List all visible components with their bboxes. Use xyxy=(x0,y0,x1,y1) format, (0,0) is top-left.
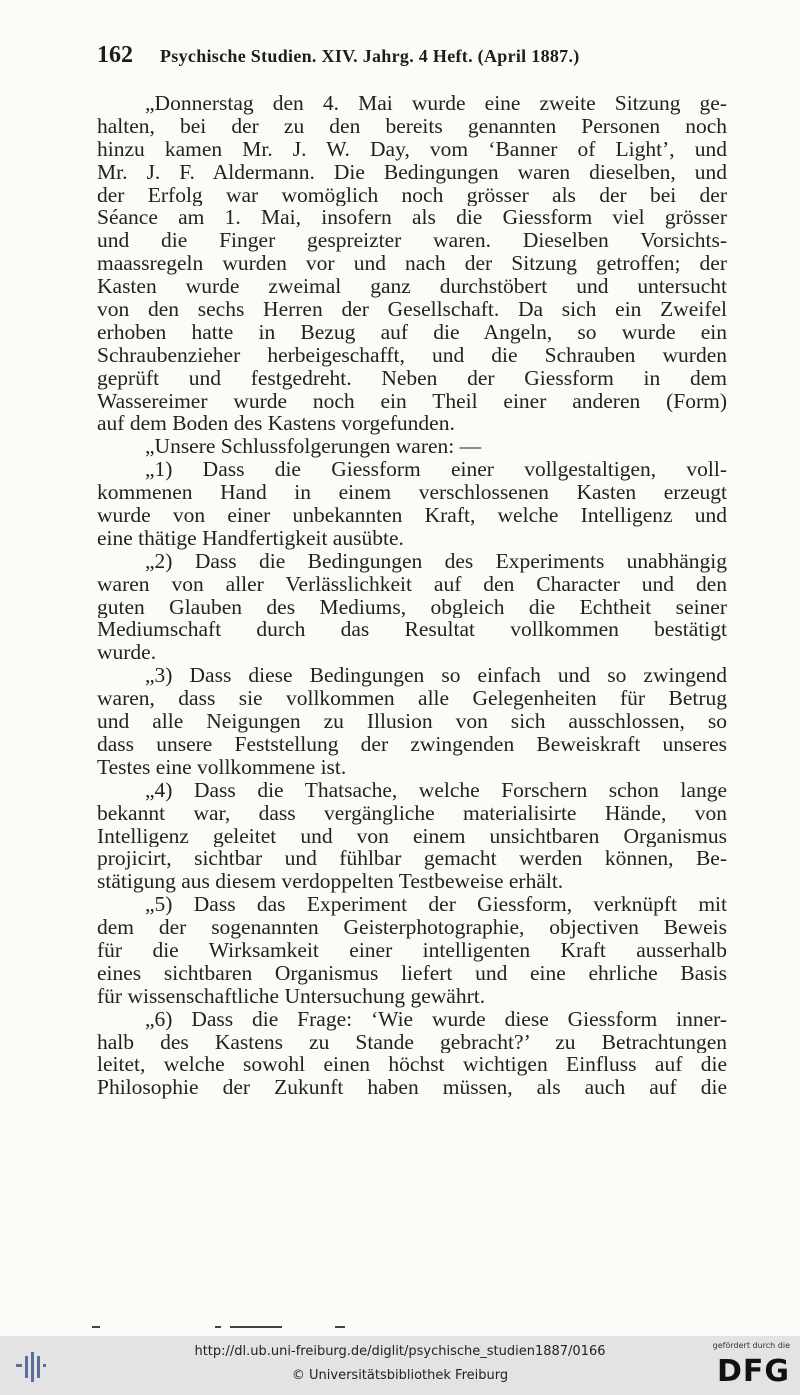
dfg-logo: DFG xyxy=(716,1354,790,1389)
running-title: Psychische Studien. XIV. Jahrg. 4 Heft. (April 1887.) xyxy=(160,46,580,66)
scan-mark xyxy=(230,1326,282,1328)
text-line: auf dem Boden des Kastens vorgefunden. xyxy=(97,412,455,436)
text-line: Testes eine vollkommene ist. xyxy=(97,755,347,779)
permalink-url[interactable]: http://dl.ub.uni-freiburg.de/diglit/psychische_studien1887/0166 xyxy=(194,1344,606,1359)
text-line: Séance am 1. Mai, insofern als die Giessform viel grösser xyxy=(97,206,727,230)
text-line: Mr. J. F. Aldermann. Die Bedingungen waren dieselben, und xyxy=(97,160,727,184)
text-line: Philosophie der Zukunft haben müssen, als auch auf die xyxy=(97,1076,727,1100)
text-line: eines sichtbaren Organismus liefert und eine ehrliche Basis xyxy=(97,961,727,985)
text-line: „5) Dass das Experiment der Giessform, verknüpft mit xyxy=(145,893,727,917)
scan-mark xyxy=(335,1326,345,1328)
text-line: und alle Neigungen zu Illusion von sich ausschlossen, so xyxy=(97,710,727,733)
text-line: Kasten wurde zweimal ganz durchstöbert und untersucht xyxy=(97,275,727,299)
text-line: Wassereimer wurde noch ein Theil einer anderen (Form) xyxy=(97,389,727,413)
text-line: „Unsere Schlussfolgerungen waren: — xyxy=(145,435,482,459)
text-line: Schraubenzieher herbeigeschafft, und die Schrauben wurden xyxy=(97,343,727,367)
text-line: der Erfolg war womöglich noch grösser als der bei der xyxy=(97,183,727,207)
text-line: „2) Dass die Bedingungen des Experiments unabhängig xyxy=(145,549,727,573)
text-line: halb des Kastens zu Stande gebracht?’ zu Betrachtungen xyxy=(97,1030,727,1054)
text-line: halten, bei der zu den bereits genannten Personen noch xyxy=(97,114,727,138)
text-line: „3) Dass diese Bedingungen so einfach und so zwingend xyxy=(145,664,727,688)
scan-mark xyxy=(92,1326,100,1328)
text-line: von den sechs Herren der Gesellschaft. Da sich ein Zweifel xyxy=(97,298,727,321)
viewer-footer xyxy=(0,1336,800,1395)
text-line: hinzu kamen Mr. J. W. Day, vom ‘Banner of Light’, und xyxy=(97,137,727,161)
text-line: Intelligenz geleitet und von einem unsichtbaren Organismus xyxy=(97,824,727,848)
scan-mark xyxy=(215,1326,221,1328)
text-line: für wissenschaftliche Untersuchung gewährt. xyxy=(97,984,486,1008)
text-line: kommenen Hand in einem verschlossenen Kasten erzeugt xyxy=(97,481,727,505)
text-line: wurde von einer unbekannten Kraft, welche Intelligenz und xyxy=(97,504,727,527)
text-line: projicirt, sichtbar und fühlbar gemacht werden können, Be- xyxy=(97,847,727,871)
text-line: „4) Dass die Thatsache, welche Forschern schon lange xyxy=(145,778,727,802)
text-line: „1) Dass die Giessform einer vollgestaltigen, voll- xyxy=(145,458,727,482)
page-number: 162 xyxy=(97,42,133,68)
page-body xyxy=(97,92,727,1099)
text-line: „6) Dass die Frage: ‘Wie wurde diese Giessform inner- xyxy=(145,1007,727,1031)
funder-note: gefördert durch die xyxy=(712,1341,790,1350)
text-line: guten Glauben des Mediums, obgleich die Echtheit seiner xyxy=(97,595,727,619)
text-line: waren von aller Verlässlichkeit auf den Character und den xyxy=(97,572,727,596)
text-line: wurde. xyxy=(97,641,157,665)
text-line: Mediumschaft durch das Resultat vollkommen bestätigt xyxy=(97,618,727,642)
text-line: und die Finger gespreizter waren. Dieselben Vorsichts- xyxy=(97,229,727,253)
page-header xyxy=(97,42,727,76)
text-line: erhoben hatte in Bezug auf die Angeln, so wurde ein xyxy=(97,320,727,344)
copyright-text: © Universitätsbibliothek Freiburg xyxy=(291,1368,509,1383)
text-line: leitet, welche sowohl einen höchst wichtigen Einfluss auf die xyxy=(97,1053,727,1077)
text-line: „Donnerstag den 4. Mai wurde eine zweite Sitzung ge- xyxy=(145,92,727,115)
text-line: waren, dass sie vollkommen alle Gelegenheiten für Betrug xyxy=(97,687,727,711)
text-line: bekannt war, dass vergängliche materialisirte Hände, von xyxy=(97,801,727,825)
text-line: dass unsere Feststellung der zwingenden Beweiskraft unseres xyxy=(97,732,727,756)
text-line: stätigung aus diesem verdoppelten Testbeweise erhält. xyxy=(97,870,564,894)
text-line: geprüft und festgedreht. Neben der Giessform in dem xyxy=(97,366,727,390)
text-line: dem der sogenannten Geisterphotographie, objectiven Beweis xyxy=(97,916,727,939)
text-line: maassregeln wurden vor und nach der Sitzung getroffen; der xyxy=(97,252,727,276)
text-line: eine thätige Handfertigkeit ausübte. xyxy=(97,526,404,550)
text-line: für die Wirksamkeit einer intelligenten Kraft ausserhalb xyxy=(97,938,727,962)
